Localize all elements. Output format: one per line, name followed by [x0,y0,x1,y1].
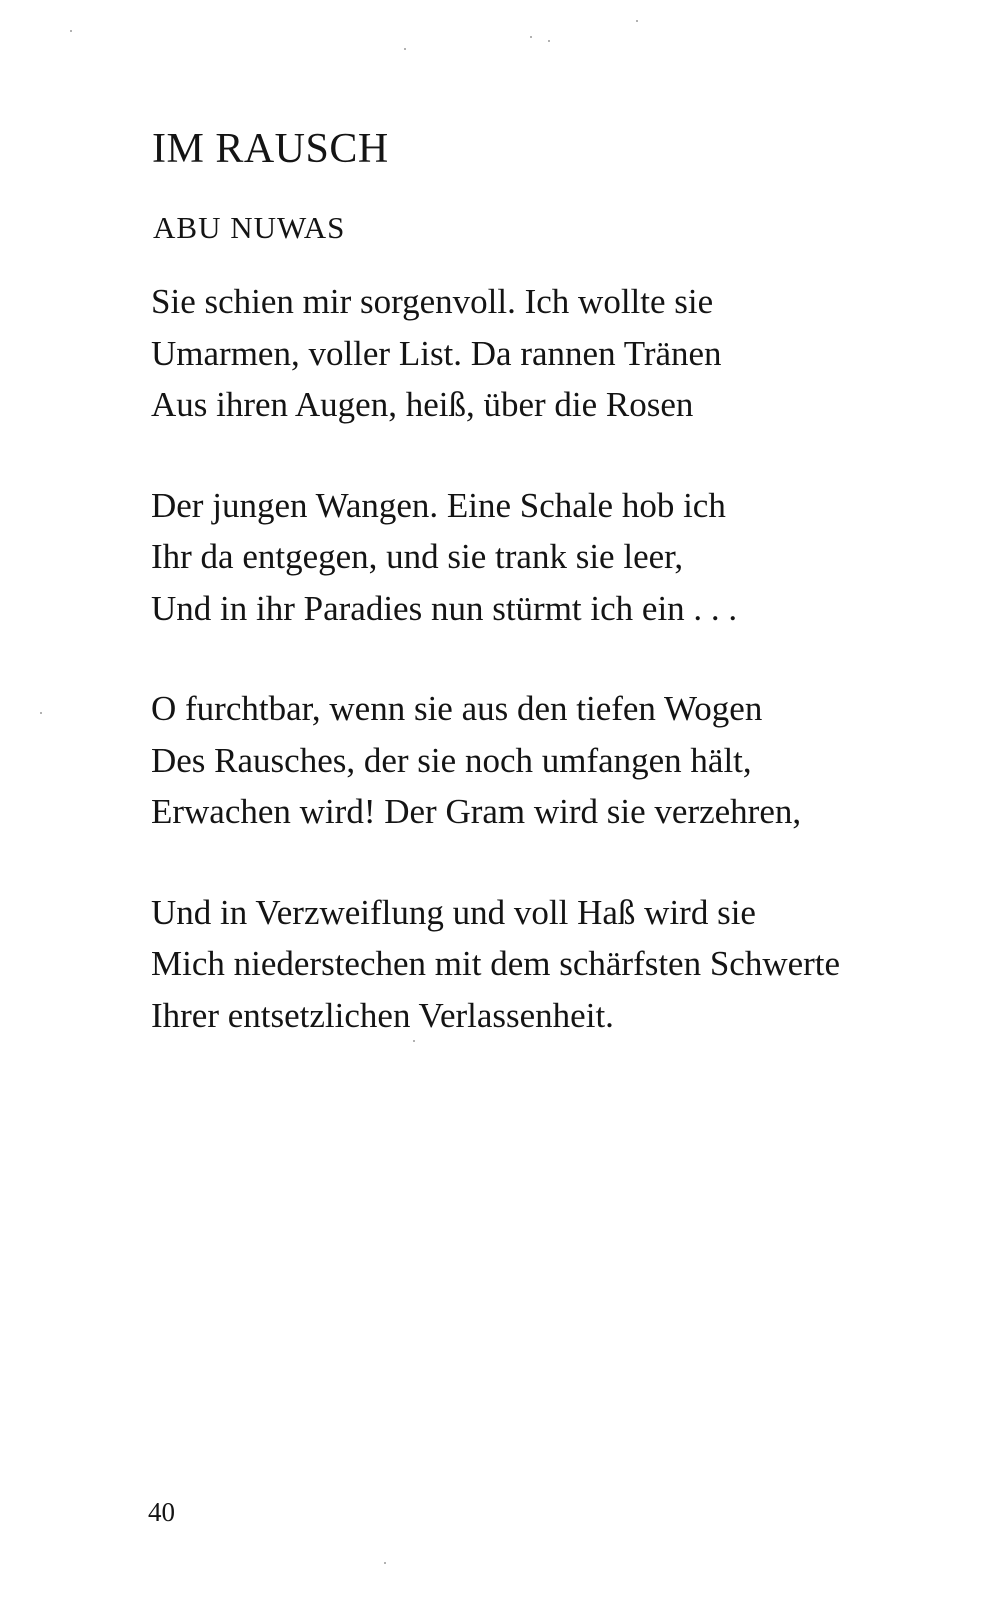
poem-title: IM RAUSCH [152,126,389,172]
scan-speck [384,1562,386,1564]
poem-line: Mich niederstechen mit dem schärfsten Schwerte [151,944,841,983]
poem-line: Sie schien mir sorgenvoll. Ich wollte sie [151,282,714,321]
scan-speck [40,712,42,714]
stanza-2 [151,480,971,635]
poem-line: Umarmen, voller List. Da rannen Tränen [151,333,722,373]
page-number: 40 [148,1497,175,1527]
poem-line: Ihrer entsetzlichen Verlassenheit. [151,995,614,1035]
stanza-1 [151,276,971,431]
scan-speck [636,20,638,22]
poem-author: ABU NUWAS [153,210,346,245]
poem-line: Der jungen Wangen. Eine Schale hob ich [151,485,726,525]
scan-speck [70,30,72,32]
poem-line: O furchtbar, wenn sie aus den tiefen Wogen [151,689,763,728]
scan-speck [548,40,550,42]
poem-line: Und in Verzweiflung und voll Haß wird sie [151,892,756,932]
stanza-4 [151,887,971,1042]
poem-line: Und in ihr Paradies nun stürmt ich ein . . . [151,588,738,628]
poem-line: Ihr da entgegen, und sie trank sie leer, [151,537,684,576]
scan-speck [530,36,532,38]
stanza-3 [151,683,971,838]
poem-line: Aus ihren Augen, heiß, über die Rosen [151,385,694,424]
poem-line: Erwachen wird! Der Gram wird sie verzehren, [151,792,802,831]
scan-speck [404,48,406,50]
poem-line: Des Rausches, der sie noch umfangen hält, [151,740,752,780]
scan-speck [413,1040,415,1042]
poem-body [151,276,971,1090]
